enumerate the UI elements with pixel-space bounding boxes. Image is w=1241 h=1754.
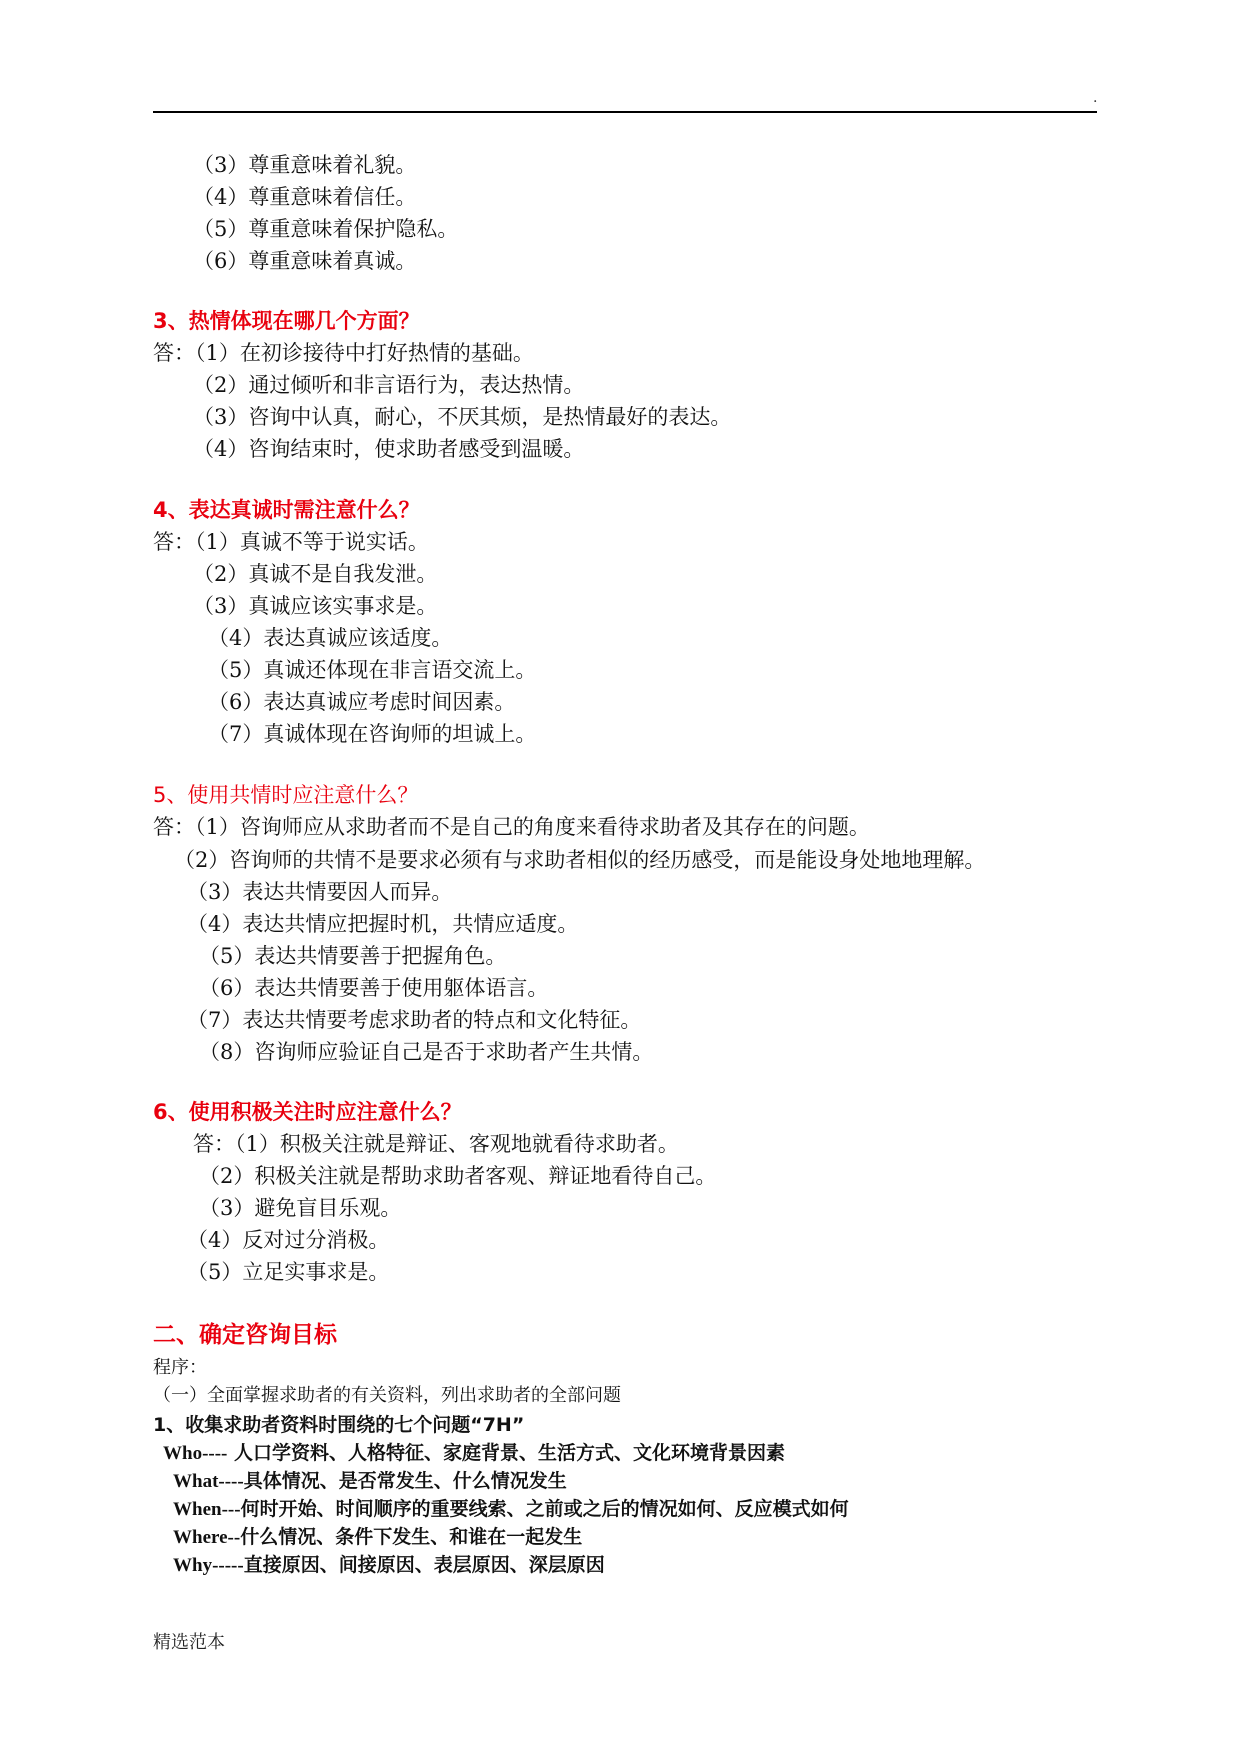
h-key: Who---- (163, 1443, 228, 1464)
list-item: （4）咨询结束时，使求助者感受到温暖。 (193, 437, 585, 461)
list-item: （3）表达共情要因人而异。 (187, 880, 453, 904)
list-item: （5）表达共情要善于把握角色。 (199, 944, 507, 968)
answer-line: 答：（1）在初诊接待中打好热情的基础。 (153, 341, 534, 365)
h-text: 人口学资料、人格特征、家庭背景、生活方式、文化环境背景因素 (227, 1442, 786, 1464)
section-heading: 3、热情体现在哪几个方面？ (153, 309, 420, 333)
list-item: （4）尊重意味着信任。 (193, 185, 417, 209)
h-row (173, 1467, 567, 1496)
h-key: When--- (173, 1499, 241, 1520)
list-item: （2）通过倾听和非言语行为，表达热情。 (193, 373, 585, 397)
h-row (163, 1439, 785, 1468)
h-text: 何时开始、时间顺序的重要线索、之前或之后的情况如何、反应模式如何 (240, 1498, 849, 1520)
page-footer: 精选范本 (153, 1632, 225, 1653)
list-item: （2）咨询师的共情不是要求必须有与求助者相似的经历感受，而是能设身处地地理解。 (174, 848, 986, 872)
section-heading: 6、使用积极关注时应注意什么？ (153, 1100, 462, 1124)
answer-line: 答：（1）咨询师应从求助者而不是自己的角度来看待求助者及其存在的问题。 (153, 815, 870, 839)
subsection-heading: 1、收集求助者资料时围绕的七个问题“7H” (153, 1414, 525, 1436)
answer-line: 答：（1）积极关注就是辩证、客观地就看待求助者。 (193, 1132, 679, 1156)
h-row (173, 1551, 605, 1580)
list-item: （5）尊重意味着保护隐私。 (193, 217, 459, 241)
list-item: （4）反对过分消极。 (187, 1228, 390, 1252)
list-item: （2）真诚不是自我发泄。 (193, 562, 438, 586)
h-text: 具体情况、是否常发生、什么情况发生 (243, 1470, 567, 1492)
list-item: （3）避免盲目乐观。 (199, 1196, 402, 1220)
section-title: 二、确定咨询目标 (153, 1322, 337, 1348)
h-key: Where-- (173, 1527, 241, 1548)
header-rule (153, 111, 1097, 113)
list-item: （8）咨询师应验证自己是否于求助者产生共情。 (199, 1040, 654, 1064)
step-heading: （一）全面掌握求助者的有关资料，列出求助者的全部问题 (153, 1385, 621, 1406)
list-item: （5）真诚还体现在非言语交流上。 (208, 658, 537, 682)
h-text: 什么情况、条件下发生、和谁在一起发生 (240, 1526, 583, 1548)
list-item: （3）咨询中认真，耐心，不厌其烦，是热情最好的表达。 (193, 405, 732, 429)
procedure-label: 程序： (153, 1357, 207, 1378)
list-item: （3）尊重意味着礼貌。 (193, 153, 417, 177)
h-key: What---- (173, 1471, 244, 1492)
list-item: （4）表达真诚应该适度。 (208, 626, 453, 650)
list-item: （5）立足实事求是。 (187, 1260, 390, 1284)
list-item: （4）表达共情应把握时机，共情应适度。 (187, 912, 579, 936)
list-item: （7）真诚体现在咨询师的坦诚上。 (208, 722, 537, 746)
section-heading: 4、表达真诚时需注意什么？ (153, 498, 420, 522)
section-heading: 5、使用共情时应注意什么？ (153, 783, 419, 807)
h-row (173, 1523, 582, 1552)
h-key: Why----- (173, 1555, 244, 1576)
h-text: 直接原因、间接原因、表层原因、深层原因 (243, 1554, 605, 1576)
list-item: （6）表达共情要善于使用躯体语言。 (199, 976, 549, 1000)
list-item: （7）表达共情要考虑求助者的特点和文化特征。 (187, 1008, 642, 1032)
list-item: （6）表达真诚应考虑时间因素。 (208, 690, 516, 714)
h-row (173, 1495, 849, 1524)
list-item: （2）积极关注就是帮助求助者客观、辩证地看待自己。 (199, 1164, 717, 1188)
header-dot: . (1093, 90, 1098, 106)
list-item: （6）尊重意味着真诚。 (193, 249, 417, 273)
answer-line: 答：（1）真诚不等于说实话。 (153, 530, 429, 554)
list-item: （3）真诚应该实事求是。 (193, 594, 438, 618)
